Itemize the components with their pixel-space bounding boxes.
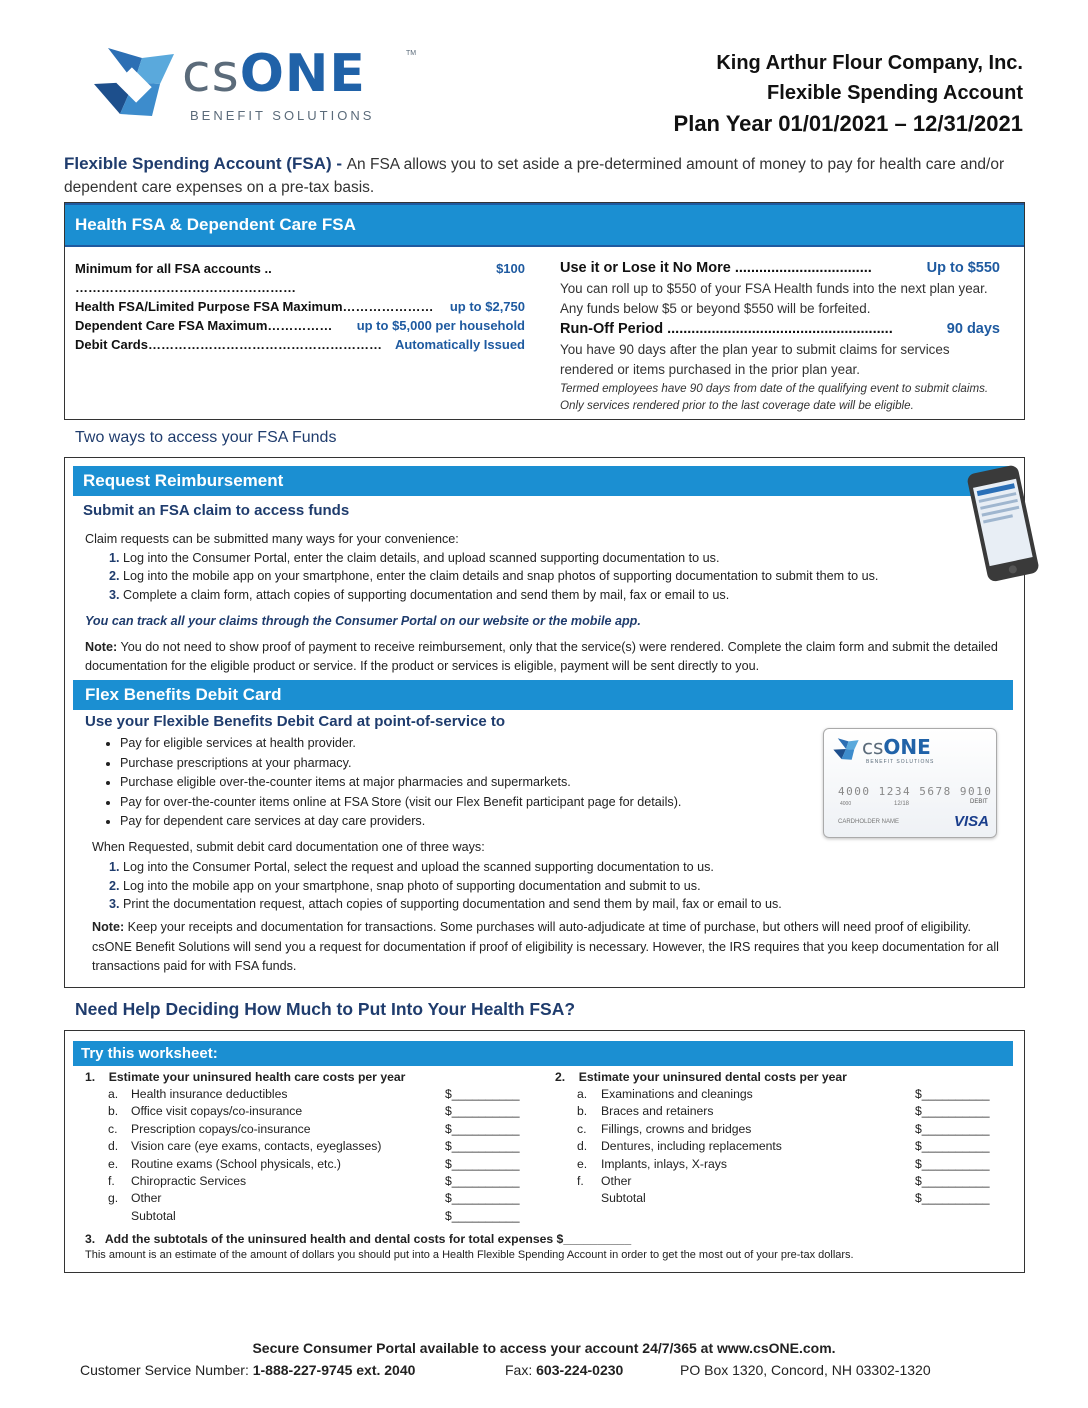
worksheet-amount-blank[interactable]: $__________ xyxy=(915,1174,990,1188)
debit-docs-steps xyxy=(85,858,1005,914)
intro-lead: Flexible Spending Account (FSA) - xyxy=(64,154,347,173)
worksheet-amount-blank[interactable]: $__________ xyxy=(445,1156,520,1171)
worksheet-amount-blank[interactable]: $__________ xyxy=(915,1104,990,1119)
debit-use-item: • Pay for over-the-counter items online at FSA Store (visit our Flex Benefit participant page for details). xyxy=(120,793,790,813)
logo-tagline: BENEFIT SOLUTIONS xyxy=(190,108,375,123)
plan-year: Plan Year 01/01/2021 – 12/31/2021 xyxy=(673,111,1023,136)
debit-uses xyxy=(90,734,790,832)
debit-card-image xyxy=(823,728,997,838)
card-small-digits: 4000 xyxy=(840,801,852,807)
worksheet-item-label: Other xyxy=(131,1191,162,1206)
debit-title: Flex Benefits Debit Card xyxy=(73,680,1013,710)
worksheet-item-letter: c. xyxy=(108,1121,118,1136)
worksheet-item-label: Fillings, crowns and bridges xyxy=(601,1121,752,1136)
company-name: King Arthur Flour Company, Inc. xyxy=(716,52,1023,74)
worksheet-item-label: Subtotal xyxy=(131,1208,176,1223)
worksheet-amount-blank[interactable]: $__________ xyxy=(915,1121,990,1136)
worksheet-item-label: Dentures, including replacements xyxy=(601,1139,782,1154)
intro-text: An FSA allows you to set aside a pre-determined amount of money to pay for health care and/or dependent care expenses on a pre-tax basis. xyxy=(64,156,1005,196)
card-expiry: 12/18 xyxy=(894,801,910,807)
debit-doc-step: 2. Log into the mobile app on your smartphone, snap photo of supporting documentation and submit to us. xyxy=(123,877,1005,896)
fsa-summary-box xyxy=(64,202,1025,420)
worksheet-item-label: Office visit copays/co-insurance xyxy=(131,1104,303,1119)
total-expenses-note: This amount is an estimate of the amount of dollars you should put into a Health Flexible Spending Account in order to get the most out of your pre-tax dollars. xyxy=(85,1249,854,1261)
worksheet-item-letter: g. xyxy=(108,1191,119,1206)
card-number: 4000 1234 5678 9010 xyxy=(838,785,993,798)
debit-use-item: • Pay for dependent care services at day care providers. xyxy=(120,812,790,832)
card-star-icon xyxy=(832,737,860,761)
worksheet-item-label: Routine exams (School physicals, etc.) xyxy=(131,1156,341,1171)
reimbursement-intro: Claim requests can be submitted many ways for your convenience: xyxy=(85,532,459,546)
worksheet-item-label: Braces and retainers xyxy=(601,1104,714,1119)
limit-row: Minimum for all FSA accounts .. …………………………………………… $100 xyxy=(75,261,525,295)
limit-row: Debit Cards……………………………………………… Automatically Issued xyxy=(75,337,525,352)
access-heading: Two ways to access your FSA Funds xyxy=(75,429,337,446)
worksheet-title: Try this worksheet: xyxy=(73,1041,1013,1066)
debit-use-item: • Purchase eligible over-the-counter items at major pharmacies and supermarkets. xyxy=(120,773,790,793)
use-it-text: You can roll up to $550 of your FSA Health funds into the next plan year. Any funds below $5 or beyond $550 will be forfeited. xyxy=(560,281,988,316)
dental-costs-heading: 2. Estimate your uninsured dental costs per year xyxy=(555,1070,847,1084)
health-costs-heading: 1. Estimate your uninsured health care costs per year xyxy=(85,1070,406,1084)
worksheet-item-letter: b. xyxy=(108,1104,119,1119)
worksheet-item-label: Subtotal xyxy=(601,1191,646,1206)
logo-wordmark: csONE xyxy=(182,44,366,104)
worksheet-item-letter: c. xyxy=(577,1121,587,1136)
worksheet-amount-blank[interactable]: $__________ xyxy=(445,1174,520,1188)
worksheet-amount-blank[interactable]: $__________ xyxy=(915,1087,990,1101)
footer-customer-service: Customer Service Number: 1-888-227-9745 ext. 2040 xyxy=(80,1362,416,1378)
intro-paragraph xyxy=(64,152,1024,199)
worksheet-box xyxy=(64,1030,1025,1273)
worksheet-item-letter: a. xyxy=(108,1087,119,1101)
card-debit-label: DEBIT xyxy=(970,799,988,805)
fsa-summary-title: Health FSA & Dependent Care FSA xyxy=(65,203,1024,247)
csone-logo xyxy=(90,44,420,124)
worksheet-item-letter: d. xyxy=(577,1139,588,1154)
reimbursement-subtitle: Submit an FSA claim to access funds xyxy=(83,502,350,519)
footer-portal: Secure Consumer Portal available to access your account 24/7/365 at www.csONE.com. xyxy=(252,1340,836,1356)
card-tagline: BENEFIT SOLUTIONS xyxy=(866,759,935,765)
use-it-heading: Use it or Lose it No More .................................. Up to $550 xyxy=(560,260,1000,276)
worksheet-amount-blank[interactable]: $__________ xyxy=(445,1087,520,1101)
track-claims-note: You can track all your claims through the Consumer Portal on our website or the mobile app. xyxy=(85,614,641,628)
debit-note: Note: Keep your receipts and documentation for transactions. Some purchases will auto-adjudicate at time of purchase, but others will need proof of eligibility. csONE Benefit Solutions will send you a request for documentation if proof of eligibility is necessary. However, the IRS requires that you keep documentation for all transactions paid for with FSA funds. xyxy=(92,920,999,973)
worksheet-item-label: Implants, inlays, X-rays xyxy=(601,1156,727,1171)
worksheet-item-label: Vision care (eye exams, contacts, eyeglasses) xyxy=(131,1139,382,1154)
footer-fax: Fax: 603-224-0230 xyxy=(505,1362,624,1378)
worksheet-amount-blank[interactable]: $__________ xyxy=(445,1208,520,1223)
worksheet-item-letter: a. xyxy=(577,1087,588,1101)
debit-doc-step: 3. Print the documentation request, attach copies of supporting documentation and send them by mail, fax or email to us. xyxy=(123,895,1005,914)
worksheet-item-letter: d. xyxy=(108,1139,119,1154)
footer-address: PO Box 1320, Concord, NH 03302-1320 xyxy=(680,1362,931,1378)
worksheet-item-letter: f. xyxy=(108,1174,115,1188)
runoff-text: You have 90 days after the plan year to submit claims for services rendered or items purchased in the prior plan year. xyxy=(560,342,950,377)
card-wordmark: csONE xyxy=(862,735,931,759)
star-logo-icon xyxy=(90,44,178,120)
reimbursement-title: Request Reimbursement xyxy=(73,466,1013,496)
debit-doc-step: 1. Log into the Consumer Portal, select the request and upload the scanned supporting documentation to us. xyxy=(123,858,1005,877)
card-holder: CARDHOLDER NAME xyxy=(838,819,900,825)
debit-use-item: • Purchase prescriptions at your pharmacy. xyxy=(120,754,790,774)
worksheet-item-label: Examinations and cleanings xyxy=(601,1087,753,1101)
reimbursement-step: 2. Log into the mobile app on your smartphone, enter the claim details and snap photos of supporting documentation to submit them to us. xyxy=(123,567,1005,586)
worksheet-item-letter: e. xyxy=(577,1156,588,1171)
worksheet-item-letter: b. xyxy=(577,1104,588,1119)
fsa-rules xyxy=(560,258,1000,414)
limit-row: Dependent Care FSA Maximum…………… up to $5,000 per household xyxy=(75,318,525,333)
help-heading: Need Help Deciding How Much to Put Into Your Health FSA? xyxy=(75,999,576,1019)
worksheet-item-label: Other xyxy=(601,1174,632,1188)
termed-note: Termed employees have 90 days from date of the qualifying event to submit claims. Only services rendered prior to the last coverage date will be eligible. xyxy=(560,382,989,412)
worksheet-amount-blank[interactable]: $__________ xyxy=(445,1139,520,1154)
runoff-heading: Run-Off Period ........................................................ 90 days xyxy=(560,321,1000,337)
debit-subtitle: Use your Flexible Benefits Debit Card at point-of-service to xyxy=(85,713,506,730)
worksheet-amount-blank[interactable]: $__________ xyxy=(445,1191,520,1206)
trademark-mark: TM xyxy=(406,50,417,57)
reimbursement-step: 3. Complete a claim form, attach copies of supporting documentation and send them by mail, fax or email to us. xyxy=(123,586,1005,605)
worksheet-item-letter: f. xyxy=(577,1174,584,1188)
worksheet-amount-blank[interactable]: $__________ xyxy=(445,1104,520,1119)
document-title: Flexible Spending Account xyxy=(767,82,1023,104)
smartphone-icon xyxy=(967,464,1043,582)
worksheet-item-label: Health insurance deductibles xyxy=(131,1087,288,1101)
worksheet-amount-blank[interactable]: $__________ xyxy=(445,1121,520,1136)
visa-logo: VISA xyxy=(954,813,990,830)
worksheet-item-label: Chiropractic Services xyxy=(131,1174,247,1188)
total-expenses-line: 3. Add the subtotals of the uninsured health and dental costs for total expenses $__________ xyxy=(85,1232,632,1246)
reimbursement-steps xyxy=(85,549,1005,605)
reimbursement-methods xyxy=(85,530,1005,604)
reimbursement-step: 1. Log into the Consumer Portal, enter the claim details, and upload scanned supporting documentation to us. xyxy=(123,549,1005,568)
worksheet-item-letter: e. xyxy=(108,1156,119,1171)
worksheet-item-label: Prescription copays/co-insurance xyxy=(131,1121,311,1136)
reimbursement-note: Note: You do not need to show proof of payment to receive reimbursement, only that the service(s) were rendered. Complete the claim form and submit the detailed documentation for the eligible product or service. If the product or services is eligible, payment will be sent directly to you. xyxy=(85,640,998,673)
access-box xyxy=(64,457,1025,988)
limit-row: Health FSA/Limited Purpose FSA Maximum………………… up to $2,750 xyxy=(75,299,525,314)
worksheet-amount-blank[interactable]: $__________ xyxy=(915,1156,990,1171)
worksheet-amount-blank[interactable]: $__________ xyxy=(915,1139,990,1154)
debit-docs-intro: When Requested, submit debit card documentation one of three ways: xyxy=(92,840,485,854)
fsa-limits-list xyxy=(75,259,525,354)
debit-use-item: • Pay for eligible services at health provider. xyxy=(120,734,790,754)
worksheet-amount-blank[interactable]: $__________ xyxy=(915,1191,990,1206)
